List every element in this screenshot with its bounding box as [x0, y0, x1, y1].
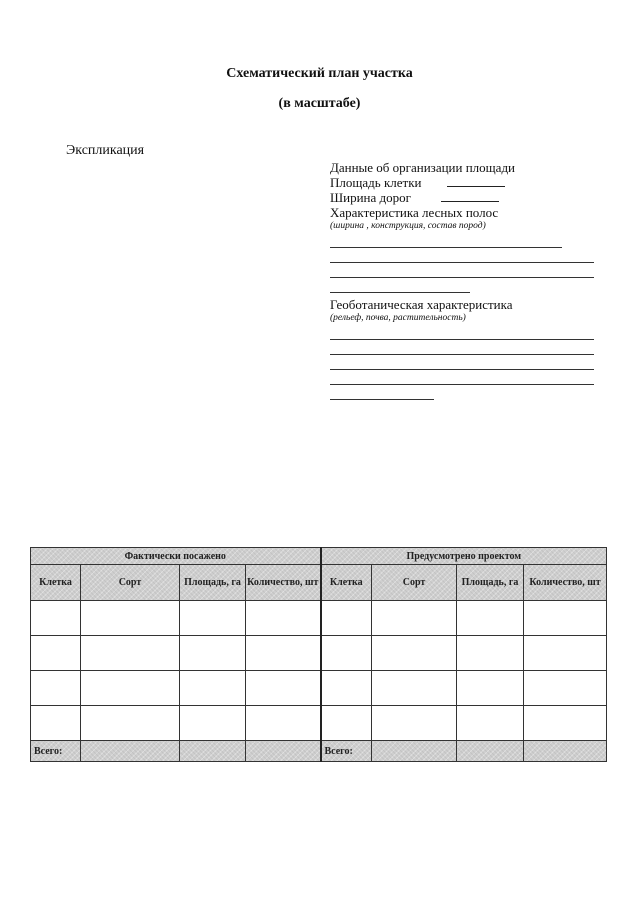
col-cell-header: Клетка	[31, 565, 81, 601]
document-subtitle: (в масштабе)	[278, 96, 361, 111]
total-cell[interactable]	[457, 741, 524, 762]
total-actual-label: Всего:	[31, 741, 81, 762]
geobotanical-note: (рельеф, почва, растительность)	[330, 313, 466, 323]
col-quantity-header: Количество, шт	[246, 565, 321, 601]
table-cell[interactable]	[524, 636, 607, 671]
forest-strips-label: Характеристика лесных полос	[330, 205, 499, 220]
forest-strips-line[interactable]	[330, 248, 594, 263]
table-cell[interactable]	[372, 706, 457, 741]
cell-area-row	[330, 175, 596, 190]
road-width-blank[interactable]	[441, 190, 499, 202]
table-row	[31, 601, 607, 636]
geobotanical-line[interactable]	[330, 385, 434, 400]
total-cell[interactable]	[81, 741, 180, 762]
col-variety-header: Сорт	[81, 565, 180, 601]
forest-strips-line[interactable]	[330, 263, 594, 278]
forest-strips-line[interactable]	[330, 233, 562, 248]
table-cell[interactable]	[81, 671, 180, 706]
total-planned-label: Всего:	[321, 741, 372, 762]
planting-table	[30, 547, 606, 762]
table-cell[interactable]	[457, 671, 524, 706]
table-cell[interactable]	[180, 636, 246, 671]
cell-area-label: Площадь клетки	[330, 175, 422, 190]
table-cell[interactable]	[372, 601, 457, 636]
table-cell[interactable]	[321, 636, 372, 671]
area-info-block	[330, 160, 596, 400]
table-cell[interactable]	[372, 671, 457, 706]
table-cell[interactable]	[246, 601, 321, 636]
table-cell[interactable]	[246, 706, 321, 741]
table-cell[interactable]	[246, 636, 321, 671]
table-cell[interactable]	[81, 601, 180, 636]
document-title: Схематический план участка	[226, 66, 413, 81]
geobotanical-line[interactable]	[330, 355, 594, 370]
table-cell[interactable]	[81, 706, 180, 741]
geobotanical-label: Геоботаническая характеристика	[330, 297, 513, 312]
forest-strips-note: (ширина , конструкция, состав пород)	[330, 221, 486, 231]
table-cell[interactable]	[180, 601, 246, 636]
road-width-row	[330, 190, 596, 205]
table-cell[interactable]	[372, 636, 457, 671]
table-cell[interactable]	[457, 636, 524, 671]
group-planned-header: Предусмотрено проектом	[321, 548, 607, 565]
table-cell[interactable]	[321, 706, 372, 741]
table-cell[interactable]	[31, 706, 81, 741]
geobotanical-line[interactable]	[330, 340, 594, 355]
table-cell[interactable]	[457, 601, 524, 636]
table-cell[interactable]	[31, 601, 81, 636]
cell-area-blank[interactable]	[447, 175, 505, 187]
col-quantity-header: Количество, шт	[524, 565, 607, 601]
col-variety-header: Сорт	[372, 565, 457, 601]
table-row	[31, 636, 607, 671]
table-row	[31, 706, 607, 741]
geobotanical-line[interactable]	[330, 370, 594, 385]
table-cell[interactable]	[31, 671, 81, 706]
table-cell[interactable]	[524, 601, 607, 636]
table-cell[interactable]	[246, 671, 321, 706]
table-row	[31, 671, 607, 706]
col-area-header: Площадь, га	[457, 565, 524, 601]
table-cell[interactable]	[180, 671, 246, 706]
table-cell[interactable]	[81, 636, 180, 671]
explication-heading: Экспликация	[66, 143, 145, 158]
total-cell[interactable]	[180, 741, 246, 762]
geobotanical-line[interactable]	[330, 325, 594, 340]
col-area-header: Площадь, га	[180, 565, 246, 601]
table-cell[interactable]	[457, 706, 524, 741]
area-info-heading: Данные об организации площади	[330, 160, 516, 175]
total-cell[interactable]	[246, 741, 321, 762]
road-width-label: Ширина дорог	[330, 190, 411, 205]
table-cell[interactable]	[321, 671, 372, 706]
forest-strips-line[interactable]	[330, 278, 470, 293]
total-cell[interactable]	[524, 741, 607, 762]
table-cell[interactable]	[180, 706, 246, 741]
col-cell-header: Клетка	[321, 565, 372, 601]
table-cell[interactable]	[524, 706, 607, 741]
table-cell[interactable]	[524, 671, 607, 706]
table-cell[interactable]	[31, 636, 81, 671]
total-cell[interactable]	[372, 741, 457, 762]
group-actual-header: Фактически посажено	[31, 548, 321, 565]
table-cell[interactable]	[321, 601, 372, 636]
